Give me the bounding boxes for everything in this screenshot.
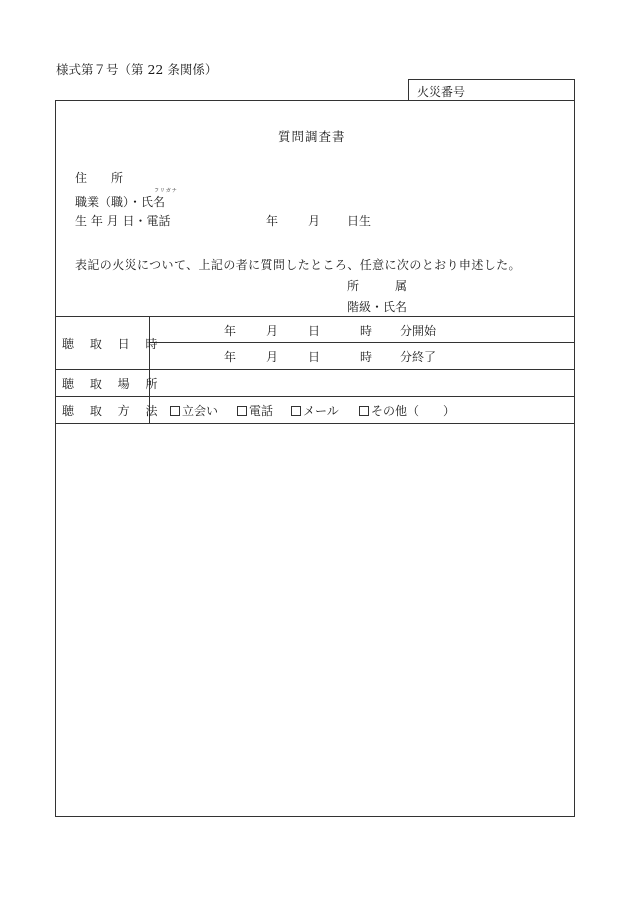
end-month-label: 月 bbox=[266, 350, 279, 364]
end-day-label: 日 bbox=[308, 350, 321, 364]
statement-text: 表記の火災について、上記の者に質問したところ、任意に次のとおり申述した。 bbox=[75, 258, 521, 272]
fire-number-box[interactable] bbox=[408, 79, 575, 101]
place-top-line bbox=[55, 369, 575, 370]
rank-name-label: 階級・氏名 bbox=[347, 300, 408, 314]
checkbox-icon[interactable] bbox=[170, 406, 180, 416]
start-month-label: 月 bbox=[266, 324, 279, 338]
hearing-method-label: 聴 取 方 法 bbox=[62, 404, 164, 418]
birth-day-label: 日生 bbox=[347, 214, 372, 228]
birth-phone-label: 生 年 月 日・電話 bbox=[75, 214, 171, 228]
birth-year-label: 年 bbox=[266, 214, 279, 228]
datetime-divider-line bbox=[149, 342, 575, 343]
method-option-other[interactable] bbox=[359, 402, 455, 419]
start-day-label: 日 bbox=[308, 324, 321, 338]
page-title: 質問調査書 bbox=[278, 129, 346, 144]
method-top-line bbox=[55, 396, 575, 397]
method-option-label: 立会い bbox=[182, 404, 219, 418]
statement-body-area[interactable] bbox=[56, 424, 574, 816]
address-label: 住 所 bbox=[75, 171, 124, 185]
end-year-label: 年 bbox=[224, 350, 237, 364]
method-option-label: その他（ ） bbox=[371, 404, 456, 418]
method-option-in-person[interactable] bbox=[170, 402, 218, 419]
checkbox-icon[interactable] bbox=[359, 406, 369, 416]
affiliation-label: 所 属 bbox=[347, 279, 408, 293]
start-year-label: 年 bbox=[224, 324, 237, 338]
hearing-datetime-label: 聴 取 日 時 bbox=[62, 337, 164, 351]
start-suffix-label: 分開始 bbox=[400, 324, 437, 338]
birth-month-label: 月 bbox=[308, 214, 321, 228]
fire-number-label: 火災番号 bbox=[417, 85, 466, 99]
furigana-label: フリガナ bbox=[154, 188, 178, 194]
occupation-name-label: 職業（職）・氏名 bbox=[75, 195, 166, 209]
checkbox-icon[interactable] bbox=[237, 406, 247, 416]
table-top-line bbox=[55, 316, 575, 317]
hearing-place-label: 聴 取 場 所 bbox=[62, 377, 164, 391]
method-option-email[interactable] bbox=[291, 402, 339, 419]
end-hour-label: 時 bbox=[360, 350, 373, 364]
checkbox-icon[interactable] bbox=[291, 406, 301, 416]
method-option-phone[interactable] bbox=[237, 402, 273, 419]
method-option-label: 電話 bbox=[249, 404, 274, 418]
end-suffix-label: 分終了 bbox=[400, 350, 437, 364]
method-option-label: メール bbox=[303, 404, 339, 418]
form-number: 様式第７号（第 22 条関係） bbox=[56, 62, 218, 77]
start-hour-label: 時 bbox=[360, 324, 373, 338]
